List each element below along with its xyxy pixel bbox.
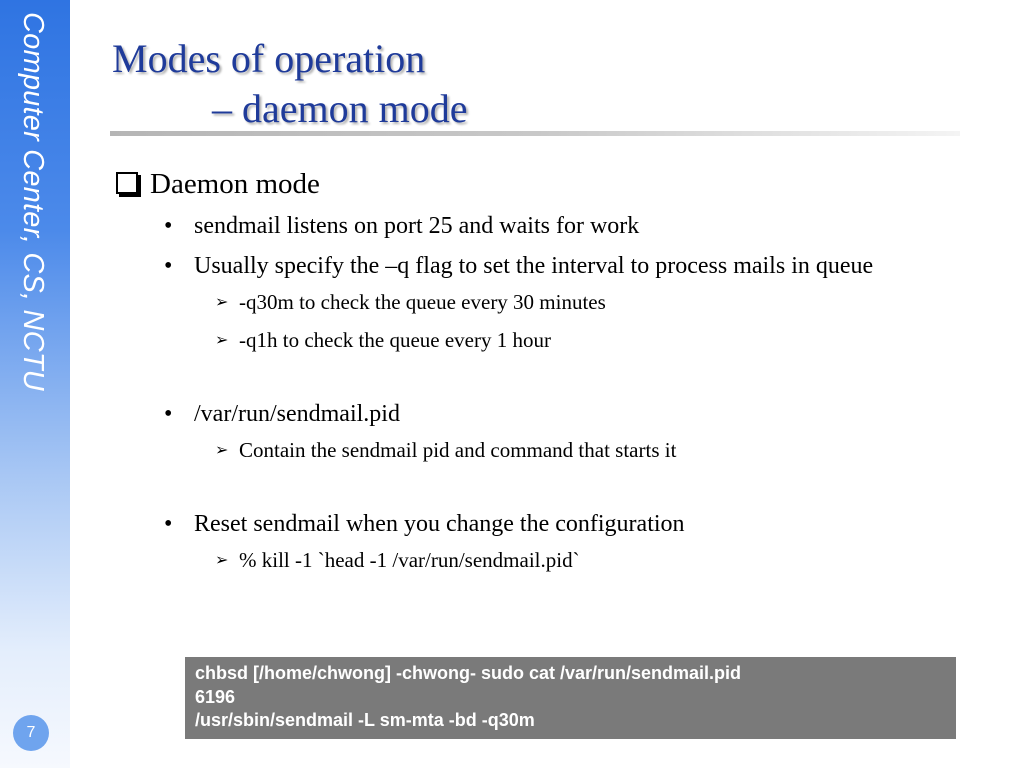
arrow-bullet-icon: ➢ xyxy=(215,330,229,349)
sub-bullet-text: Contain the sendmail pid and command that starts it xyxy=(239,438,677,462)
heading-item xyxy=(112,165,972,203)
slide-content xyxy=(112,165,972,579)
sub-bullet-item xyxy=(112,321,972,359)
sub-bullet-list xyxy=(194,431,972,469)
sub-bullet-text: -q1h to check the queue every 1 hour xyxy=(239,328,551,352)
bullet-list xyxy=(112,209,972,579)
sub-bullet-item xyxy=(112,283,972,321)
bullet-item xyxy=(112,209,972,243)
sub-bullet-item xyxy=(112,541,972,579)
sub-bullet-list xyxy=(194,283,972,359)
bullet-dot-icon: • xyxy=(164,253,173,279)
slide-title xyxy=(112,34,468,134)
bullet-dot-icon: • xyxy=(164,213,173,239)
arrow-bullet-icon: ➢ xyxy=(215,440,229,459)
bullet-item xyxy=(112,249,972,359)
bullet-text: Reset sendmail when you change the configuration xyxy=(194,511,685,537)
page-number-badge: 7 xyxy=(13,715,49,751)
bullet-text: /var/run/sendmail.pid xyxy=(194,401,400,427)
bullet-text: Usually specify the –q flag to set the interval to process mails in queue xyxy=(194,253,874,279)
terminal-line: 6196 xyxy=(195,686,236,707)
bullet-item xyxy=(112,507,972,579)
terminal-output-box xyxy=(185,657,956,739)
bullet-dot-icon: • xyxy=(164,401,173,427)
checkbox-bullet-icon xyxy=(116,172,138,194)
terminal-line: /usr/sbin/sendmail -L sm-mta -bd -q30m xyxy=(195,710,535,730)
terminal-line: chbsd [/home/chwong] -chwong- sudo cat /var/run/sendmail.pid xyxy=(195,663,742,683)
sub-bullet-text: % kill -1 `head -1 /var/run/sendmail.pid` xyxy=(239,548,580,572)
bullet-item xyxy=(112,397,972,469)
heading-text: Daemon mode xyxy=(150,168,320,200)
arrow-bullet-icon: ➢ xyxy=(215,550,229,569)
sub-bullet-text: -q30m to check the queue every 30 minutes xyxy=(239,290,606,314)
sidebar-band xyxy=(0,0,70,768)
title-divider xyxy=(110,131,960,136)
bullet-dot-icon: • xyxy=(164,511,173,537)
arrow-bullet-icon: ➢ xyxy=(215,292,229,311)
title-line-2: – daemon mode xyxy=(212,86,468,131)
sub-bullet-item xyxy=(112,431,972,469)
sidebar-label: Computer Center, CS, NCTU xyxy=(17,12,49,391)
bullet-text: sendmail listens on port 25 and waits for work xyxy=(194,213,640,239)
sub-bullet-list xyxy=(194,541,972,579)
title-line-1: Modes of operation xyxy=(112,36,426,81)
